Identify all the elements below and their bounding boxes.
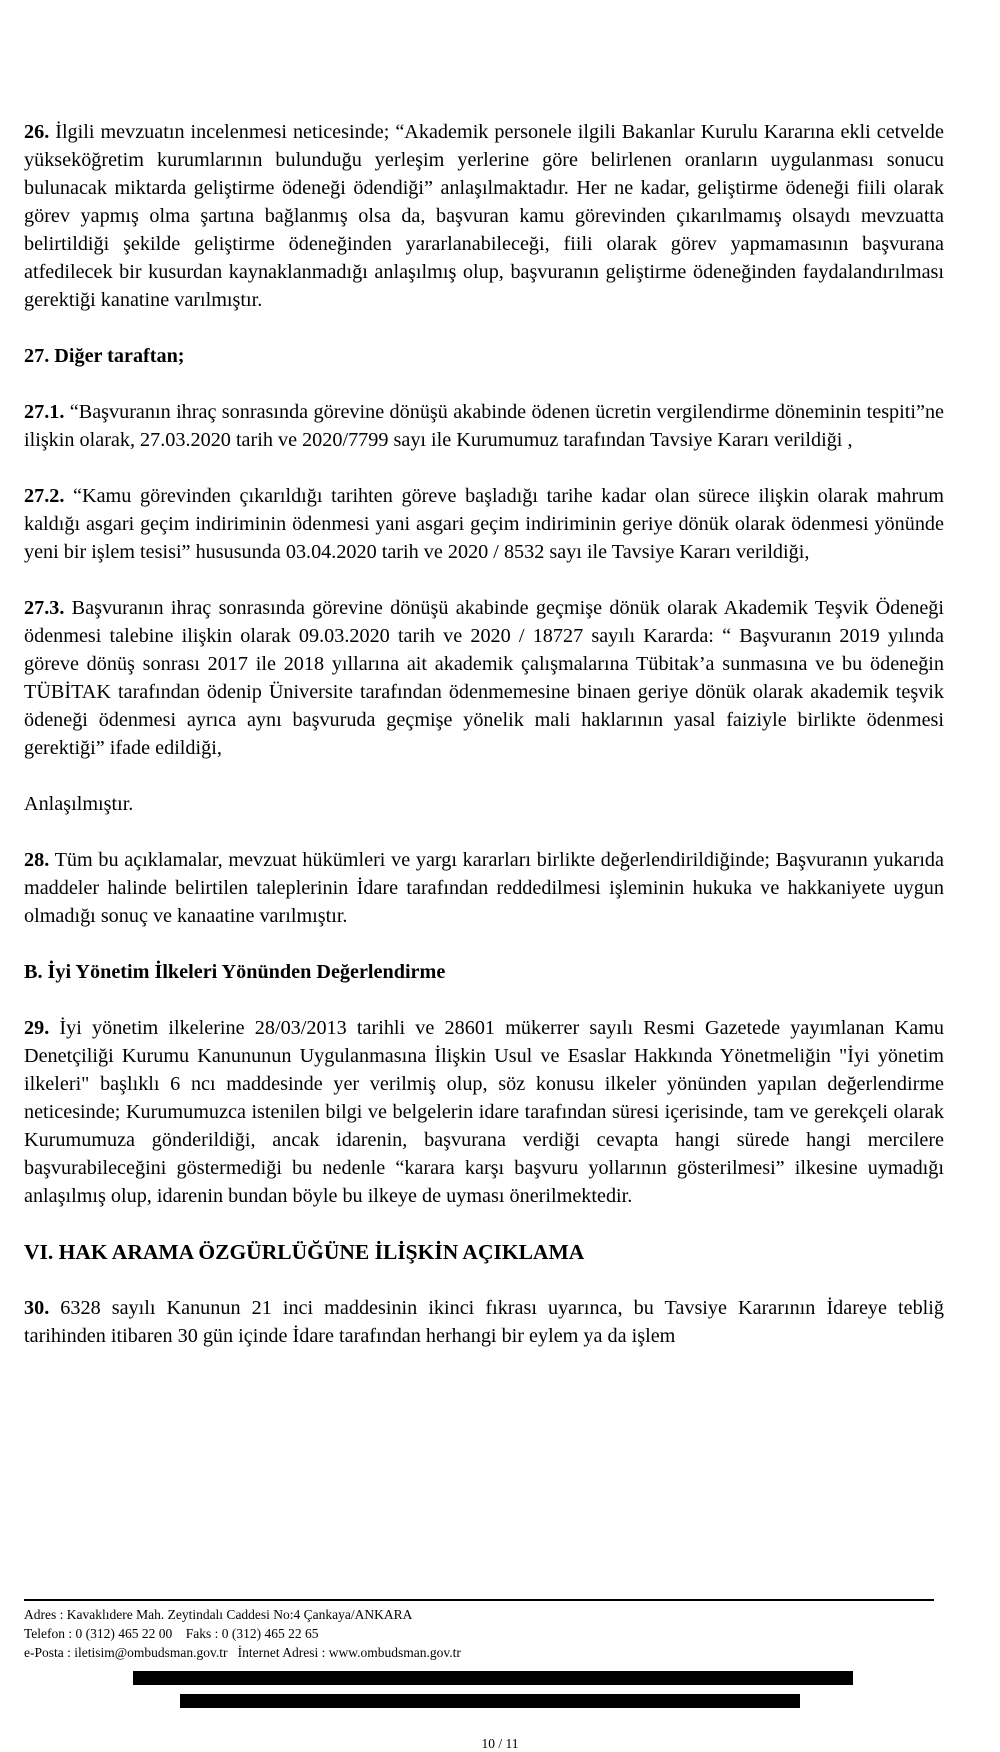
paragraph-number: 27.3. (24, 597, 65, 619)
footer-phone: Telefon : 0 (312) 465 22 00 Faks : 0 (312) 465 22 65 (24, 1626, 319, 1641)
paragraph-number: 26. (24, 121, 50, 143)
paragraph-28 (24, 846, 944, 930)
footer-divider (24, 1599, 934, 1601)
paragraph-29 (24, 1014, 944, 1210)
paragraph-text: Tüm bu açıklamalar, mevzuat hükümleri ve yargı kararları birlikte değerlendirildiğinde; Başvuranın yukarıda maddeler halinde belirtilen taleplerinin İdare tarafından reddedilmesi işleminin hukuka ve hakkaniyete uygun olmadığı sonuç ve kanaatine varılmıştır. (24, 849, 944, 927)
paragraph-number: 30. (24, 1297, 50, 1319)
paragraph-text: Başvuranın ihraç sonrasında görevine dönüşü akabinde geçmişe dönük olarak Akademik Teşvik Ödeneği ödenmesi talebine ilişkin olarak 09.03.2020 tarih ve 2020 / 18727 sayılı Kararda: “ Başvuranın 2019 yılında göreve dönüş sonrası 2017 ile 2018 yıllarına ait akademik çalışmalarına Tübitak’a sunmasına ve bu ödeneğin TÜBİTAK tarafından ödenip Üniversite tarafından ödenmemesine binaen geriye dönük olarak akademik teşvik ödeneği ödenmesi ayrıca aynı başvuruda geçmişe yönelik mali haklarının yasal faiziyle birlikte ödenmesi gerektiği” ifade edildiği, (24, 597, 944, 759)
redaction-bar (133, 1671, 853, 1685)
paragraph-27-3 (24, 594, 944, 762)
paragraph-text: İyi yönetim ilkelerine 28/03/2013 tarihli ve 28601 mükerrer sayılı Resmi Gazetede yayımlanan Kamu Denetçiliği Kurumu Kanununun Uygulanmasına İlişkin Usul ve Esaslar Hakkında Yönetmeliğin "İyi yönetim ilkeleri" başlıklı 6 ncı maddesinde yer verilmiş olup, söz konusu ilkeler yönünden yapılan değerlendirme neticesinde; Kurumumuzca istenilen bilgi ve belgelerin idare tarafından süresi içerisinde, tam ve gerekçeli olarak Kurumumuza gönderildiği, ancak idarenin, başvurana verdiği cevapta hangi sürede hangi mercilere başvurabileceğini göstermediği bu nedenle “karara karşı başvuru yollarının gösterilmesi” ilkesine uymadığı anlaşılmış olup, idarenin bundan böyle bu ilkeye de uyması önerilmektedir. (24, 1017, 944, 1207)
paragraph-number: 27.2. (24, 485, 65, 507)
paragraph-text: 6328 sayılı Kanunun 21 inci maddesinin ikinci fıkrası uyarınca, bu Tavsiye Kararının İdareye tebliğ tarihinden itibaren 30 gün içinde İdare tarafından herhangi bir eylem ya da işlem (24, 1297, 944, 1347)
paragraph-27-2 (24, 482, 944, 566)
page-number: 10 / 11 (481, 1736, 519, 1751)
paragraph-number: 27.1. (24, 401, 65, 423)
paragraph-27-1 (24, 398, 944, 454)
footer-email: e-Posta : iletisim@ombudsman.gov.tr İnternet Adresi : www.ombudsman.gov.tr (24, 1645, 461, 1660)
paragraph-30 (24, 1294, 944, 1350)
paragraph-text: İlgili mevzuatın incelenmesi neticesinde; “Akademik personele ilgili Bakanlar Kurulu Kararına ekli cetvelde yükseköğretim kurumlarının bulunduğu yerleşim yerlerine göre belirlenen oranların uygulanması sonucu bulunacak miktarda geliştirme ödeneği ödendiği” anlaşılmaktadır. Her ne kadar, geliştirme ödeneği fiili olarak görev yapmış olma şartına bağlanmış olsa da, başvuran kamu görevinden çıkarılmamış olsaydı mevzuatta belirtildiği şekilde geliştirme ödeneğinden yararlanabileceği, fiili olarak görev yapmamasının başvurana atfedilecek bir kusurdan kaynaklanmadığı anlaşılmış olup, başvuranın geliştirme ödeneğinden faydalandırılması gerektiği kanatine varılmıştır. (24, 121, 944, 311)
footer-contact (24, 1605, 461, 1662)
paragraph-anlasilmistir: Anlaşılmıştır. (24, 793, 134, 815)
footer-address: Adres : Kavaklıdere Mah. Zeytindalı Caddesi No:4 Çankaya/ANKARA (24, 1607, 413, 1622)
paragraph-27-heading: 27. Diğer taraftan; (24, 345, 185, 367)
paragraph-26 (24, 118, 944, 314)
paragraph-text: “Başvuranın ihraç sonrasında görevine dönüşü akabinde ödenen ücretin vergilendirme döneminin tespiti”ne ilişkin olarak, 27.03.2020 tarih ve 2020/7799 sayı ile Kurumumuz tarafından Tavsiye Kararı verildiği , (24, 401, 944, 451)
document-body (24, 118, 944, 1378)
paragraph-number: 29. (24, 1017, 50, 1039)
paragraph-text: “Kamu görevinden çıkarıldığı tarihten göreve başladığı tarihe kadar olan sürece ilişkin olarak mahrum kaldığı asgari geçim indiriminin ödenmesi yani asgari geçim indiriminin geriye dönük olarak ödenmesi yönünde yeni bir işlem tesisi” hususunda 03.04.2020 tarih ve 2020 / 8532 sayı ile Tavsiye Kararı verildiği, (24, 485, 944, 563)
redaction-bar (180, 1694, 800, 1708)
section-heading-b: B. İyi Yönetim İlkeleri Yönünden Değerlendirme (24, 961, 446, 983)
paragraph-number: 28. (24, 849, 50, 871)
section-heading-vi: VI. HAK ARAMA ÖZGÜRLÜĞÜNE İLİŞKİN AÇIKLAMA (24, 1240, 585, 1264)
